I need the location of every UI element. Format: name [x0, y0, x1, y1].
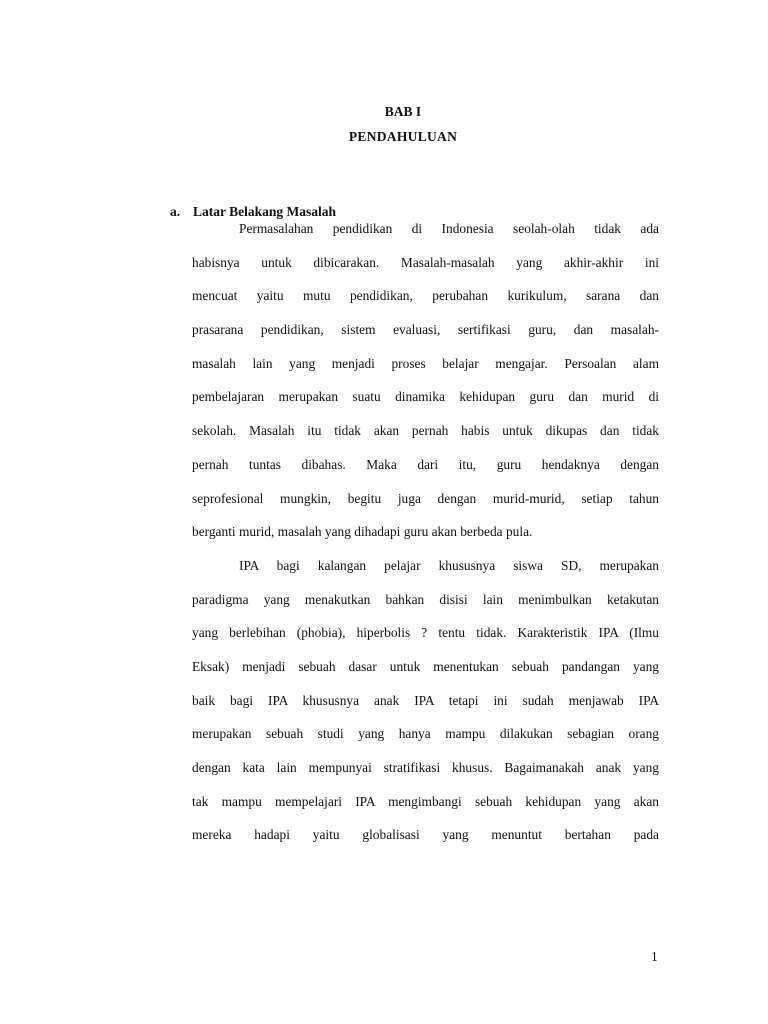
paragraph-line: baik bagi IPA khususnya anak IPA tetapi ini sudah menjawab IPA [192, 692, 659, 708]
paragraph-line: mereka hadapi yaitu globalisasi yang menuntut bertahan pada [192, 827, 659, 843]
paragraph-line: masalah lain yang menjadi proses belajar mengajar. Persoalan alam [192, 355, 659, 371]
chapter-number: BAB I [384, 104, 422, 119]
paragraph-line: Eksak) menjadi sebuah dasar untuk menentukan sebuah pandangan yang [192, 658, 659, 674]
paragraph-line: berganti murid, masalah yang dihadapi guru akan berbeda pula. [192, 524, 533, 540]
paragraph-line: Permasalahan pendidikan di Indonesia seolah-olah tidak ada [239, 221, 659, 236]
paragraph-line: pernah tuntas dibahas. Maka dari itu, guru hendaknya dengan [192, 456, 659, 472]
page-number: 1 [651, 949, 658, 964]
paragraph-line: tak mampu mempelajari IPA mengimbangi sebuah kehidupan yang akan [192, 793, 659, 809]
paragraph-line: IPA bagi kalangan pelajar khususnya siswa SD, merupakan [239, 557, 659, 573]
section-title: Latar Belakang Masalah [193, 204, 337, 219]
body-text [192, 217, 659, 857]
paragraph-line: habisnya untuk dibicarakan. Masalah-masalah yang akhir-akhir ini [192, 254, 659, 270]
paragraph-line: seprofesional mungkin, begitu juga dengan murid-murid, setiap tahun [192, 490, 659, 506]
paragraph-line: merupakan sebuah studi yang hanya mampu dilakukan sebagian orang [192, 726, 659, 742]
paragraph-line: prasarana pendidikan, sistem evaluasi, sertifikasi guru, dan masalah- [192, 322, 659, 338]
paragraph-line: pembelajaran merupakan suatu dinamika kehidupan guru dan murid di [192, 389, 659, 405]
section-letter: a. [170, 204, 181, 219]
paragraph-line: yang berlebihan (phobia), hiperbolis ? tentu tidak. Karakteristik IPA (Ilmu [192, 625, 659, 641]
paragraph-line: paradigma yang menakutkan bahkan disisi lain menimbulkan ketakutan [192, 591, 659, 607]
paragraph-line: sekolah. Masalah itu tidak akan pernah habis untuk dikupas dan tidak [192, 423, 659, 439]
paragraph-line: dengan kata lain mempunyai stratifikasi khusus. Bagaimanakah anak yang [192, 760, 659, 775]
paragraph-line: mencuat yaitu mutu pendidikan, perubahan kurikulum, sarana dan [192, 288, 659, 304]
chapter-title: PENDAHULUAN [348, 129, 458, 144]
